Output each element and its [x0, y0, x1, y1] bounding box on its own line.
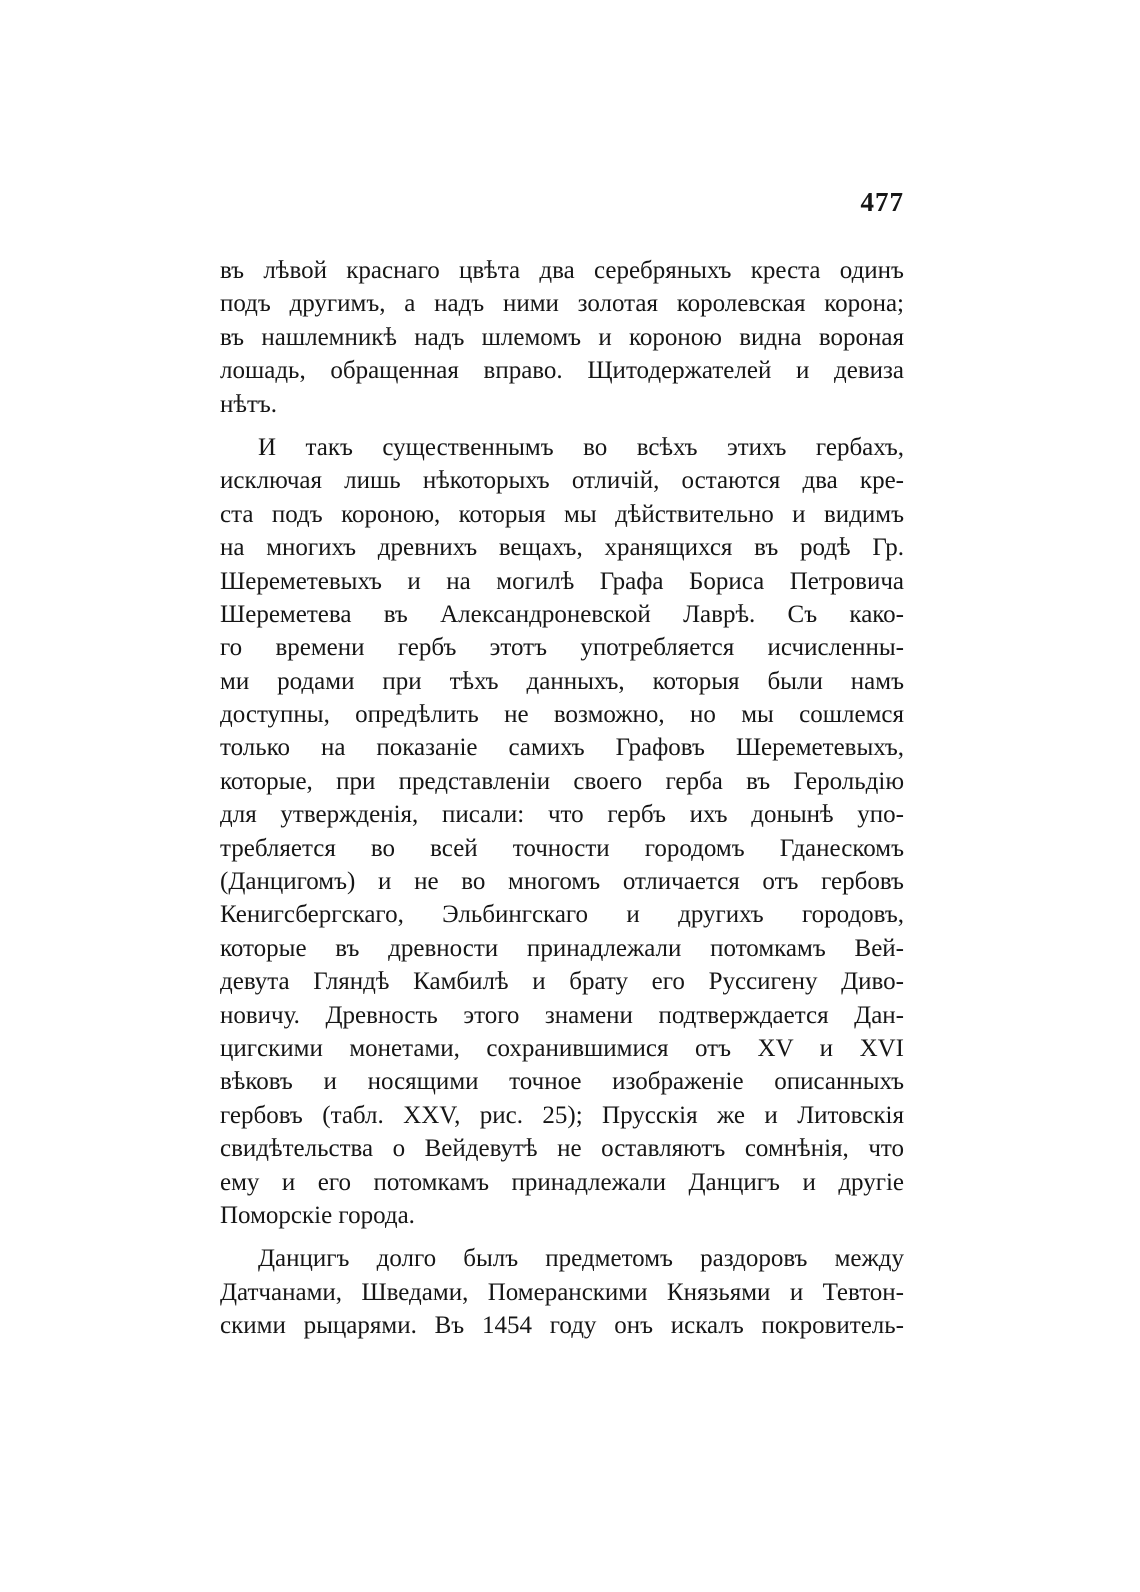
text-line: въ нашлемникѣ надъ шлемомъ и короною видна вороная — [220, 323, 904, 351]
text-line: Данцигъ долго былъ предметомъ раздоровъ между — [258, 1245, 904, 1273]
paragraph-gap — [220, 421, 904, 431]
text-line: Шереметева въ Александроневской Лаврѣ. Съ како- — [220, 600, 904, 628]
text-line: нѣтъ. — [220, 390, 278, 418]
body-text — [220, 254, 904, 1343]
text-line: (Данцигомъ) и не во многомъ отличается отъ гербовъ — [220, 868, 904, 896]
text-line: девута Гляндѣ Камбилѣ и брату его Руссигену Диво- — [220, 968, 904, 996]
text-line: которые въ древности принадлежали потомкамъ Вей- — [220, 934, 904, 962]
text-line: Поморскіе города. — [220, 1201, 415, 1229]
text-line: подъ другимъ, а надъ ними золотая королевская корона; — [220, 290, 904, 318]
page-number: 477 — [860, 187, 904, 217]
paragraph-3 — [220, 1242, 904, 1342]
text-line: гербовъ (табл. XXV, рис. 25); Прусскія же и Литовскія — [220, 1101, 904, 1129]
text-line: Шереметевыхъ и на могилѣ Графа Бориса Петровича — [220, 567, 904, 595]
text-line: го времени гербъ этотъ употребляется исчисленны- — [220, 634, 904, 662]
text-line: цигскими монетами, сохранившимися отъ XV и XVI — [220, 1034, 904, 1062]
text-line: только на показаніе самихъ Графовъ Шереметевыхъ, — [220, 734, 904, 762]
text-line: доступны, опредѣлить не возможно, но мы сошлемся — [220, 701, 904, 729]
paragraph-gap — [220, 1232, 904, 1242]
text-line: лошадь, обращенная вправо. Щитодержателей и девиза — [220, 357, 904, 385]
paragraph-1 — [220, 254, 904, 421]
text-line: Кенигсбергскаго, Эльбингскаго и другихъ городовъ, — [220, 901, 904, 929]
text-line: въ лѣвой краснаго цвѣта два серебряныхъ креста одинъ — [220, 257, 904, 284]
text-line: ста подъ короною, которыя мы дѣйствительно и видимъ — [220, 500, 904, 528]
paragraph-2 — [220, 431, 904, 1232]
text-line: свидѣтельства о Вейдевутѣ не оставляютъ сомнѣнія, что — [220, 1135, 904, 1163]
text-line: исключая лишь нѣкоторыхъ отличій, остаются два кре- — [220, 467, 904, 495]
text-line: вѣковъ и носящими точное изображеніе описанныхъ — [220, 1068, 904, 1096]
text-line: на многихъ древнихъ вещахъ, хранящихся въ родѣ Гр. — [220, 534, 904, 562]
text-line: для утвержденія, писали: что гербъ ихъ донынѣ упо- — [220, 801, 904, 829]
text-line: ему и его потомкамъ принадлежали Данцигъ и другіе — [220, 1168, 904, 1196]
text-line: Датчанами, Шведами, Померанскими Князьями и Тевтон- — [220, 1278, 904, 1306]
text-line: новичу. Древность этого знамени подтверждается Дан- — [220, 1001, 904, 1029]
text-line: требляется во всей точности городомъ Гданескомъ — [220, 834, 904, 862]
text-line: скими рыцарями. Въ 1454 году онъ искалъ покровитель- — [220, 1312, 904, 1340]
text-line: И такъ существеннымъ во всѣхъ этихъ гербахъ, — [258, 433, 904, 461]
text-line: ми родами при тѣхъ данныхъ, которыя были намъ — [220, 667, 904, 695]
text-line: которые, при представленіи своего герба въ Герольдію — [220, 767, 904, 795]
